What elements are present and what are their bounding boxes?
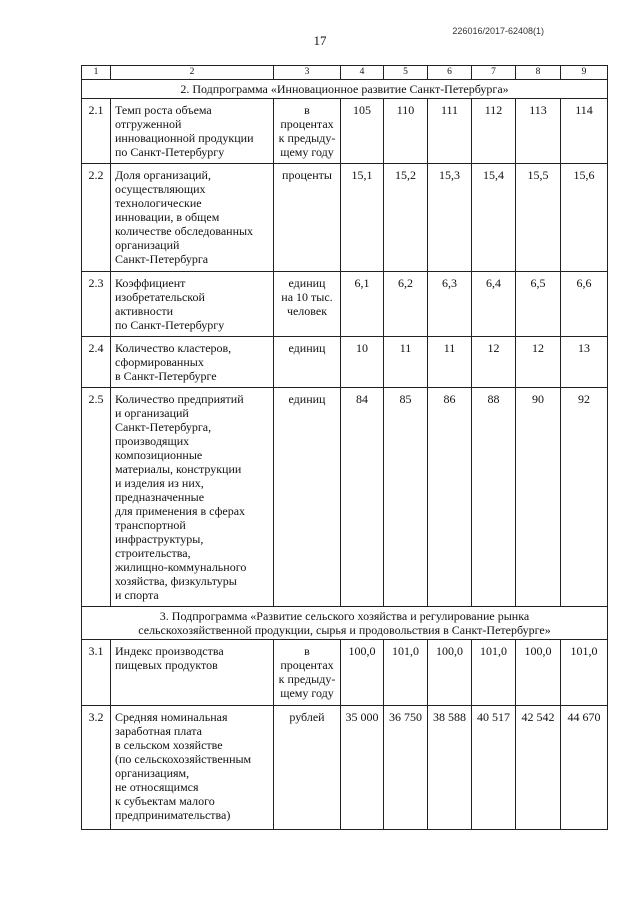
column-number: 2 xyxy=(111,66,274,80)
indicator-value: 90 xyxy=(516,388,561,607)
indicator-name: Индекс производства пищевых продуктов xyxy=(111,640,274,706)
indicator-unit: единиц xyxy=(274,337,341,388)
indicator-value: 6,3 xyxy=(428,272,472,337)
indicator-value: 6,1 xyxy=(341,272,384,337)
indicator-number: 3.2 xyxy=(82,706,111,830)
indicator-value: 105 xyxy=(341,99,384,164)
page-number: 17 xyxy=(313,33,327,48)
table-row xyxy=(82,640,608,706)
indicator-value: 86 xyxy=(428,388,472,607)
column-number: 6 xyxy=(428,66,472,80)
table-row xyxy=(82,272,608,337)
table-row xyxy=(82,164,608,272)
indicator-unit: проценты xyxy=(274,164,341,272)
indicator-number: 2.1 xyxy=(82,99,111,164)
indicator-value: 38 588 xyxy=(428,706,472,830)
indicator-unit: рублей xyxy=(274,706,341,830)
indicator-value: 44 670 xyxy=(561,706,608,830)
column-number: 3 xyxy=(274,66,341,80)
indicator-value: 84 xyxy=(341,388,384,607)
indicator-number: 2.3 xyxy=(82,272,111,337)
indicator-value: 6,4 xyxy=(472,272,516,337)
section-header-row xyxy=(82,607,608,640)
column-number: 7 xyxy=(472,66,516,80)
indicator-name: Темп роста объема отгруженной инновационной продукции по Санкт-Петербургу xyxy=(111,99,274,164)
indicator-value: 15,2 xyxy=(384,164,428,272)
indicator-value: 100,0 xyxy=(341,640,384,706)
indicator-value: 15,5 xyxy=(516,164,561,272)
indicator-value: 111 xyxy=(428,99,472,164)
indicator-value: 88 xyxy=(472,388,516,607)
column-number: 8 xyxy=(516,66,561,80)
indicator-value: 15,3 xyxy=(428,164,472,272)
indicator-value: 101,0 xyxy=(472,640,516,706)
indicator-value: 12 xyxy=(516,337,561,388)
indicator-number: 2.4 xyxy=(82,337,111,388)
table-row xyxy=(82,99,608,164)
section-3-title: 3. Подпрограмма «Развитие сельского хозяйства и регулирование рынка сельскохозяйственной продукции, сырья и продовольствия в Санкт-Петербурге» xyxy=(82,607,608,640)
indicator-value: 110 xyxy=(384,99,428,164)
indicator-name: Средняя номинальная заработная плата в сельском хозяйстве (по сельскохозяйственным организациям, не относящимся к субъектам малого предпринимательства) xyxy=(111,706,274,830)
indicator-value: 101,0 xyxy=(384,640,428,706)
indicator-value: 114 xyxy=(561,99,608,164)
table-row xyxy=(82,706,608,830)
indicator-value: 100,0 xyxy=(516,640,561,706)
document-number: 226016/2017-62408(1) xyxy=(452,26,544,36)
indicator-value: 40 517 xyxy=(472,706,516,830)
indicator-value: 11 xyxy=(384,337,428,388)
column-number: 5 xyxy=(384,66,428,80)
table-row xyxy=(82,337,608,388)
indicator-unit: в процентах к предыду- щему году xyxy=(274,640,341,706)
indicator-value: 15,4 xyxy=(472,164,516,272)
indicator-name: Количество предприятий и организаций Санкт-Петербурга, производящих композиционные материалы, конструкции и изделия из них, предназначенные для применения в сферах транспортной инфраструктуры, строительства, жилищно-коммунального хозяйства, физкультуры и спорта xyxy=(111,388,274,607)
indicator-value: 113 xyxy=(516,99,561,164)
indicators-table xyxy=(81,65,608,830)
indicator-value: 35 000 xyxy=(341,706,384,830)
section-2-title: 2. Подпрограмма «Инновационное развитие Санкт-Петербурга» xyxy=(82,80,608,99)
indicator-value: 92 xyxy=(561,388,608,607)
indicator-value: 11 xyxy=(428,337,472,388)
column-number: 4 xyxy=(341,66,384,80)
indicator-value: 36 750 xyxy=(384,706,428,830)
indicator-value: 13 xyxy=(561,337,608,388)
indicator-number: 3.1 xyxy=(82,640,111,706)
indicator-number: 2.2 xyxy=(82,164,111,272)
indicator-value: 112 xyxy=(472,99,516,164)
indicator-unit: в процентах к предыду- щему году xyxy=(274,99,341,164)
indicator-unit: единиц на 10 тыс. человек xyxy=(274,272,341,337)
indicator-name: Коэффициент изобретательской активности по Санкт-Петербургу xyxy=(111,272,274,337)
indicator-value: 10 xyxy=(341,337,384,388)
indicator-value: 42 542 xyxy=(516,706,561,830)
indicator-value: 6,6 xyxy=(561,272,608,337)
indicator-unit: единиц xyxy=(274,388,341,607)
indicator-value: 15,1 xyxy=(341,164,384,272)
indicator-value: 100,0 xyxy=(428,640,472,706)
indicator-value: 6,5 xyxy=(516,272,561,337)
indicator-number: 2.5 xyxy=(82,388,111,607)
column-number: 1 xyxy=(82,66,111,80)
indicator-value: 6,2 xyxy=(384,272,428,337)
indicator-value: 12 xyxy=(472,337,516,388)
indicator-name: Количество кластеров, сформированных в Санкт-Петербурге xyxy=(111,337,274,388)
indicator-value: 85 xyxy=(384,388,428,607)
indicator-name: Доля организаций, осуществляющих технологические инновации, в общем количестве обследованных организаций Санкт-Петербурга xyxy=(111,164,274,272)
column-number-row xyxy=(82,66,608,80)
indicator-value: 101,0 xyxy=(561,640,608,706)
column-number: 9 xyxy=(561,66,608,80)
table-row xyxy=(82,388,608,607)
section-header-row xyxy=(82,80,608,99)
indicator-value: 15,6 xyxy=(561,164,608,272)
